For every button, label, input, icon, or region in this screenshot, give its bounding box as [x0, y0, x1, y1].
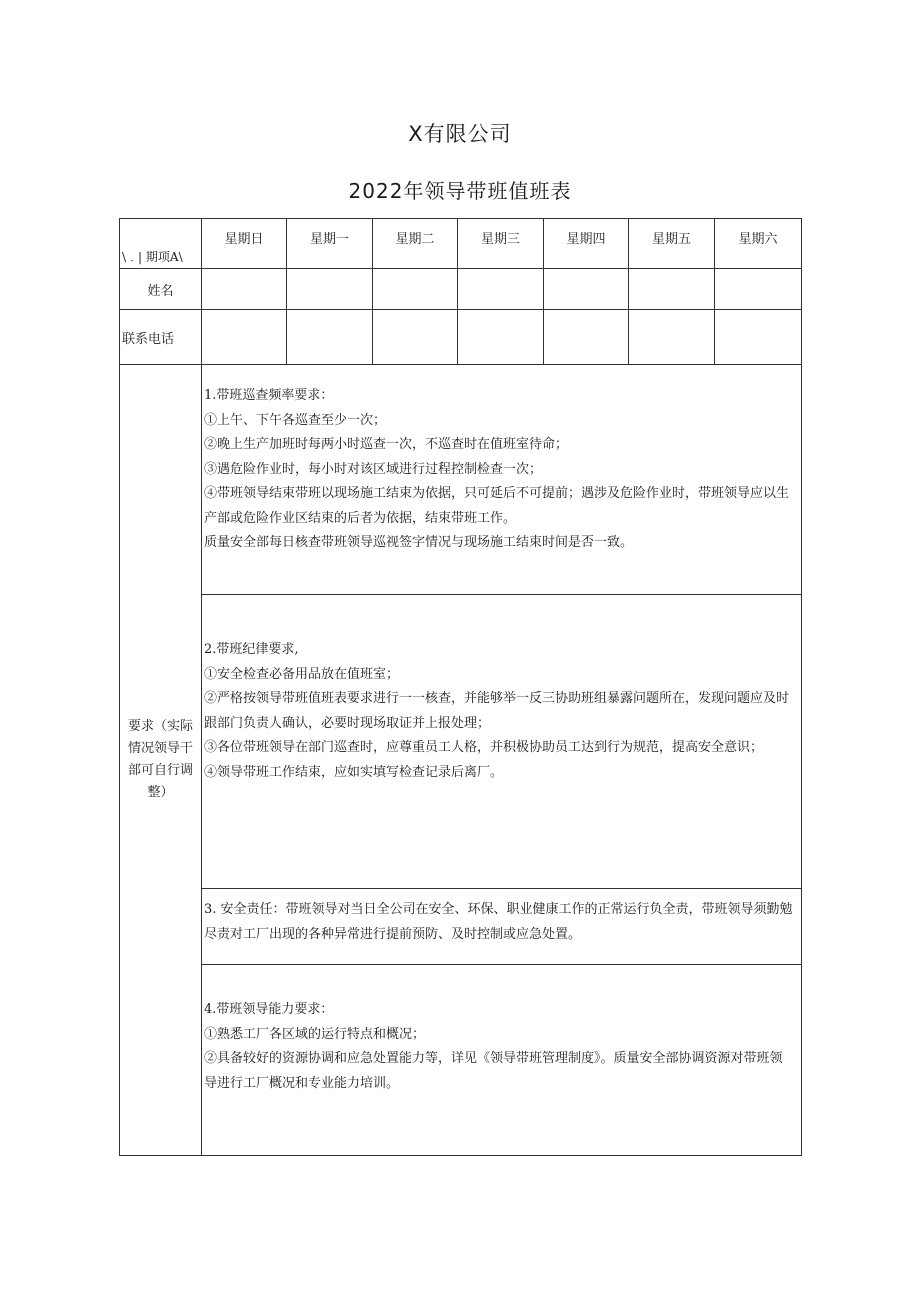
- name-cell-saturday[interactable]: [715, 269, 802, 310]
- day-header-wednesday: [458, 219, 544, 269]
- document-title: 2022年领导带班值班表: [348, 179, 572, 203]
- name-cell-thursday[interactable]: [544, 269, 629, 310]
- day-header-thursday: [544, 219, 629, 269]
- phone-cell-sunday[interactable]: [202, 310, 287, 365]
- requirement-line: ①熟悉工厂各区域的运行特点和概况；: [204, 1026, 426, 1042]
- requirement-line: ④带班领导结束带班以现场施工结束为依据，只可延后不可提前；遇涉及危险作业时，带班领导应以生产部或危险作业区结束的后者为依据，结束带班工作。: [204, 486, 790, 526]
- day-label: 星期二: [395, 232, 435, 247]
- phone-cell-saturday[interactable]: [715, 310, 802, 365]
- phone-cell-wednesday[interactable]: [458, 310, 544, 365]
- requirement-section-2: [120, 595, 802, 889]
- header-row: [120, 219, 802, 269]
- corner-header-cell: [120, 219, 202, 269]
- day-label: 星期日: [224, 232, 264, 247]
- requirements-label: 要求（实际情况领导干部可自行调整）: [120, 365, 202, 1156]
- requirement-line: ④领导带班工作结束，应如实填写检查记录后离厂。: [204, 764, 504, 780]
- requirement-line: 质量安全部每日核查带班领导巡视签字情况与现场施工结束时间是否一致。: [204, 535, 634, 550]
- requirement-text-3: [202, 889, 802, 965]
- requirement-line: ②晚上生产加班时每两小时巡查一次，不巡查时在值班室待命；: [204, 437, 569, 452]
- phone-row: [120, 310, 802, 365]
- phone-cell-tuesday[interactable]: [373, 310, 458, 365]
- day-header-saturday: [715, 219, 802, 269]
- phone-cell-monday[interactable]: [287, 310, 373, 365]
- requirement-text-4: [202, 965, 802, 1156]
- name-cell-friday[interactable]: [629, 269, 715, 310]
- company-title: X有限公司: [408, 122, 512, 146]
- phone-row-label: 联系电话: [120, 310, 202, 365]
- phone-cell-friday[interactable]: [629, 310, 715, 365]
- day-header-sunday: [202, 219, 287, 269]
- requirement-line: 3. 安全责任：带班领导对当日全公司在安全、环保、职业健康工作的正常运行负全责，带班领导须勤勉尽责对工厂出现的各种异常进行提前预防、及时控制或应急处置。: [204, 902, 793, 942]
- name-row: [120, 269, 802, 310]
- requirement-line: ①安全检查必备用品放在值班室；: [204, 666, 400, 682]
- requirement-text-1: [202, 365, 802, 595]
- day-label: 星期一: [309, 232, 349, 247]
- duty-schedule-table: [119, 218, 802, 1156]
- day-label: 星期四: [566, 232, 606, 247]
- day-label: 星期五: [651, 232, 691, 247]
- requirement-section-3: [120, 889, 802, 965]
- day-header-tuesday: [373, 219, 458, 269]
- day-label: 星期六: [738, 232, 778, 247]
- name-cell-wednesday[interactable]: [458, 269, 544, 310]
- requirement-line: 4.带班领导能力要求：: [204, 1002, 334, 1017]
- name-row-label: 姓名: [120, 269, 202, 310]
- name-cell-monday[interactable]: [287, 269, 373, 310]
- day-header-friday: [629, 219, 715, 269]
- phone-cell-thursday[interactable]: [544, 310, 629, 365]
- requirement-line: ②严格按领导带班值班表要求进行一一核查，并能够举一反三协助班组暴露问题所在，发现问题应及时跟部门负责人确认，必要时现场取证并上报处理；: [204, 691, 790, 731]
- corner-header-label: \﹒| 期项A\: [122, 250, 183, 264]
- requirement-section-1: [120, 365, 802, 595]
- day-header-monday: [287, 219, 373, 269]
- day-label: 星期三: [480, 232, 520, 247]
- name-cell-sunday[interactable]: [202, 269, 287, 310]
- requirement-line: 1.带班巡查频率要求：: [204, 388, 334, 403]
- requirement-line: ③遇危险作业时，每小时对该区域进行过程控制检查一次；: [204, 461, 543, 477]
- requirement-line: ③各位带班领导在部门巡查时，应尊重员工人格，并积极协助员工达到行为规范，提高安全意识；: [204, 740, 764, 755]
- name-cell-tuesday[interactable]: [373, 269, 458, 310]
- requirement-text-2: [202, 595, 802, 889]
- requirement-line: ①上午、下午各巡查至少一次；: [204, 412, 387, 428]
- requirement-line: ②具备较好的资源协调和应急处置能力等，详见《领导带班管理制度》。质量安全部协调资源对带班领导进行工厂概况和专业能力培训。: [204, 1051, 783, 1091]
- requirement-section-4: [120, 965, 802, 1156]
- requirement-line: 2.带班纪律要求,: [204, 642, 299, 657]
